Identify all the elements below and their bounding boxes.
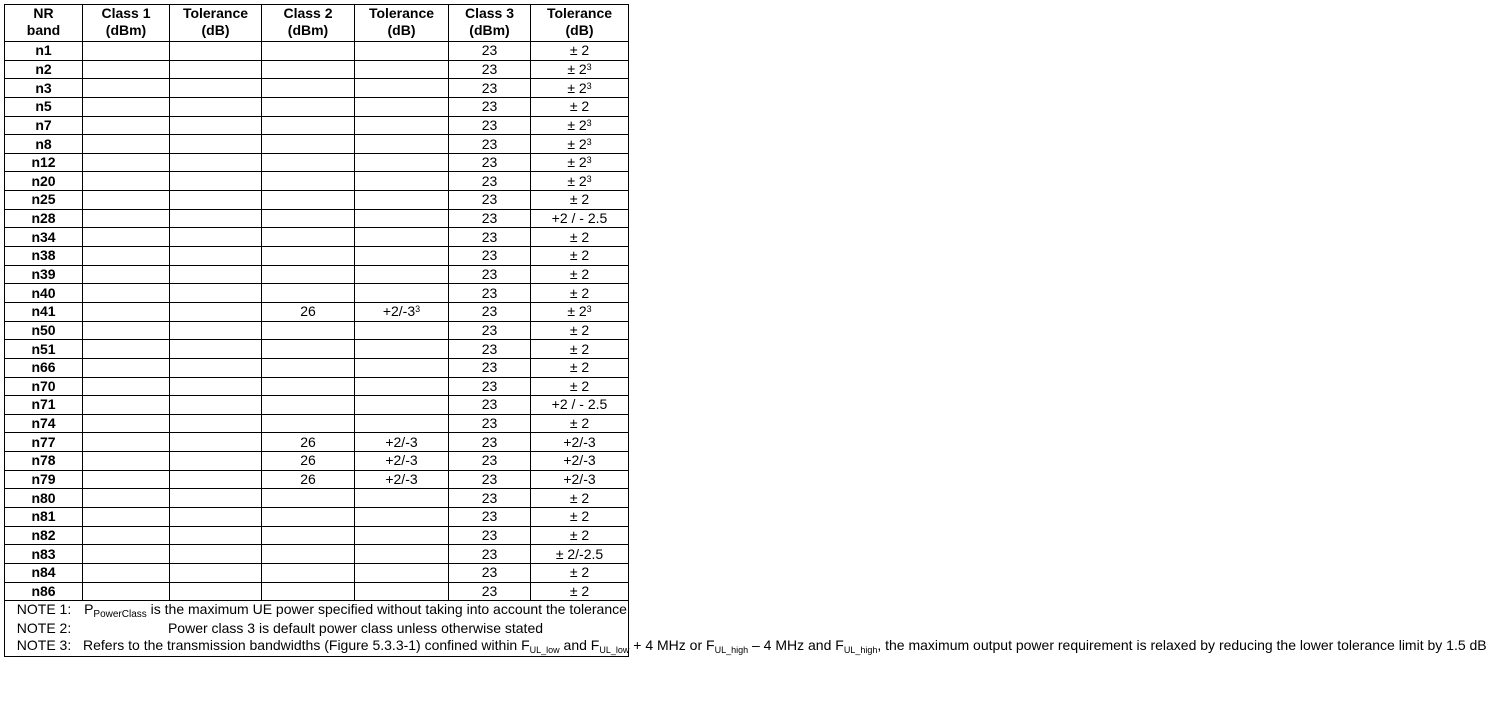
table-row: [5, 433, 629, 452]
cell-tolerance3: ± 2: [531, 42, 629, 61]
cell-tolerance2: [355, 582, 449, 601]
cell-tolerance3: ± 2: [531, 228, 629, 247]
cell-tolerance3: ± $2^3$: [531, 302, 629, 321]
cell-tolerance1: [170, 247, 262, 266]
footnote-ref: 3: [586, 136, 592, 147]
cell-class1: [83, 265, 170, 284]
cell-band: n80: [5, 489, 83, 508]
cell-band: n66: [5, 358, 83, 377]
cell-tolerance3: ± 2: [531, 526, 629, 545]
cell-band: n50: [5, 321, 83, 340]
cell-band: n71: [5, 396, 83, 415]
cell-tolerance1: [170, 414, 262, 433]
cell-class3: 23: [449, 302, 531, 321]
cell-band: n20: [5, 172, 83, 191]
cell-class2: [262, 42, 355, 61]
cell-tolerance2: [355, 79, 449, 98]
cell-tolerance1: [170, 116, 262, 135]
cell-class3: 23: [449, 60, 531, 79]
cell-tolerance3: ± 2: [531, 321, 629, 340]
cell-tolerance1: [170, 153, 262, 172]
cell-class1: [83, 470, 170, 489]
cell-tolerance2: [355, 97, 449, 116]
cell-class1: [83, 172, 170, 191]
cell-tolerance1: [170, 526, 262, 545]
table-row: [5, 377, 629, 396]
cell-band: n70: [5, 377, 83, 396]
cell-tolerance2: [355, 265, 449, 284]
cell-band: n83: [5, 545, 83, 564]
table-row: [5, 489, 629, 508]
cell-tolerance1: [170, 97, 262, 116]
cell-class1: [83, 582, 170, 601]
cell-band: n25: [5, 191, 83, 210]
cell-class3: 23: [449, 508, 531, 527]
table-row: [5, 228, 629, 247]
cell-class3: 23: [449, 545, 531, 564]
cell-tolerance1: [170, 563, 262, 582]
cell-tolerance1: [170, 582, 262, 601]
cell-class2: [262, 153, 355, 172]
cell-class1: [83, 284, 170, 303]
cell-band: n5: [5, 97, 83, 116]
header-tolerance3: Tolerance (dB): [531, 5, 629, 42]
cell-tolerance2: [355, 191, 449, 210]
cell-class3: 23: [449, 247, 531, 266]
cell-band: n74: [5, 414, 83, 433]
cell-tolerance1: [170, 340, 262, 359]
note-2: [5, 620, 628, 637]
table-row: [5, 582, 629, 601]
cell-tolerance2: [355, 526, 449, 545]
table-row: [5, 97, 629, 116]
cell-class1: [83, 42, 170, 61]
cell-tolerance2: [355, 42, 449, 61]
footnote-ref: 3: [586, 80, 592, 91]
cell-class2: [262, 414, 355, 433]
cell-band: n79: [5, 470, 83, 489]
cell-class2: [262, 358, 355, 377]
cell-class3: 23: [449, 79, 531, 98]
cell-class2: [262, 228, 355, 247]
table-row: [5, 135, 629, 154]
table-row: [5, 508, 629, 527]
table-row: [5, 414, 629, 433]
cell-tolerance1: [170, 60, 262, 79]
cell-tolerance1: [170, 545, 262, 564]
cell-tolerance1: [170, 172, 262, 191]
cell-class1: [83, 489, 170, 508]
cell-class2: 26: [262, 302, 355, 321]
note-text: Refers to the transmission bandwidths (Figure 5.3.3-1) confined within $F_{UL\_low}$ and $F_{UL\_low} + 4$ MHz or $F_{UL\_high} - 4$ MHz and $F_{UL\_high}$, the maximum output power requirement is relaxed by reducing the lower tolerance limit by 1.5 dB: [83, 637, 1487, 656]
table-row: [5, 153, 629, 172]
cell-tolerance3: ± 2/-2.5: [531, 545, 629, 564]
note-3: [5, 637, 1487, 656]
cell-tolerance3: ± 2: [531, 191, 629, 210]
cell-tolerance2: [355, 172, 449, 191]
cell-class3: 23: [449, 153, 531, 172]
header-class2: Class 2 (dBm): [262, 5, 355, 42]
cell-tolerance2: [355, 228, 449, 247]
table-row: [5, 172, 629, 191]
footnote-ref: 3: [586, 155, 592, 166]
cell-tolerance2: +2/-3: [355, 470, 449, 489]
footnote-ref: 3: [415, 304, 421, 315]
table-row: [5, 396, 629, 415]
cell-class3: 23: [449, 582, 531, 601]
cell-class3: 23: [449, 191, 531, 210]
header-class1: Class 1 (dBm): [83, 5, 170, 42]
cell-class1: [83, 116, 170, 135]
cell-band: n77: [5, 433, 83, 452]
table-row: [5, 358, 629, 377]
table-row: [5, 79, 629, 98]
footnote-ref: 3: [586, 173, 592, 184]
cell-class2: [262, 284, 355, 303]
cell-tolerance1: [170, 191, 262, 210]
note-text: $P_{PowerClass}$ is the maximum UE power specified without taking into account the tolerance: [84, 601, 627, 621]
cell-class1: [83, 377, 170, 396]
table-row: [5, 526, 629, 545]
note-label: NOTE 1:: [16, 601, 72, 618]
cell-class2: [262, 377, 355, 396]
cell-class1: [83, 340, 170, 359]
cell-class2: [262, 247, 355, 266]
note-text: Power class 3 is default power class unless otherwise stated: [167, 620, 544, 637]
cell-tolerance2: [355, 414, 449, 433]
cell-tolerance2: [355, 209, 449, 228]
cell-class1: [83, 433, 170, 452]
cell-band: n39: [5, 265, 83, 284]
cell-class3: 23: [449, 172, 531, 191]
cell-class1: [83, 302, 170, 321]
cell-tolerance1: [170, 377, 262, 396]
table-row: [5, 321, 629, 340]
note-label: NOTE 2:: [16, 620, 72, 637]
header-row: [5, 5, 629, 42]
cell-class3: 23: [449, 358, 531, 377]
cell-tolerance2: [355, 135, 449, 154]
footnote-ref: 3: [586, 61, 592, 72]
cell-tolerance1: [170, 79, 262, 98]
note-label: NOTE 3:: [16, 637, 72, 654]
cell-band: n41: [5, 302, 83, 321]
cell-class1: [83, 563, 170, 582]
cell-class3: 23: [449, 265, 531, 284]
cell-tolerance1: [170, 228, 262, 247]
cell-tolerance3: ± 2: [531, 284, 629, 303]
cell-tolerance3: ± 2: [531, 265, 629, 284]
cell-class3: 23: [449, 284, 531, 303]
cell-class2: [262, 340, 355, 359]
cell-class3: 23: [449, 321, 531, 340]
cell-class2: [262, 563, 355, 582]
cell-class1: [83, 228, 170, 247]
cell-class1: [83, 97, 170, 116]
cell-class2: 26: [262, 433, 355, 452]
cell-tolerance2: $+2/-3^3$: [355, 302, 449, 321]
cell-class1: [83, 526, 170, 545]
table-row: [5, 191, 629, 210]
cell-class2: [262, 97, 355, 116]
notes-row: [5, 601, 629, 657]
cell-tolerance1: [170, 433, 262, 452]
header-tolerance2: Tolerance (dB): [355, 5, 449, 42]
table-row: [5, 60, 629, 79]
cell-class3: 23: [449, 563, 531, 582]
cell-tolerance3: ± $2^3$: [531, 79, 629, 98]
table-row: [5, 470, 629, 489]
cell-tolerance3: ± $2^3$: [531, 135, 629, 154]
footnote-ref: 3: [586, 117, 592, 128]
cell-tolerance3: ± $2^3$: [531, 172, 629, 191]
cell-band: n28: [5, 209, 83, 228]
cell-tolerance3: ± $2^3$: [531, 60, 629, 79]
cell-tolerance2: [355, 340, 449, 359]
cell-class3: 23: [449, 452, 531, 471]
cell-class1: [83, 452, 170, 471]
cell-tolerance3: ± $2^3$: [531, 116, 629, 135]
table-row: [5, 116, 629, 135]
cell-tolerance2: [355, 60, 449, 79]
cell-class2: [262, 191, 355, 210]
cell-class3: 23: [449, 414, 531, 433]
header-nr-band: NR band: [5, 5, 83, 42]
cell-tolerance2: [355, 396, 449, 415]
cell-class3: 23: [449, 42, 531, 61]
cell-tolerance1: [170, 302, 262, 321]
footnote-ref: 3: [586, 304, 592, 315]
cell-class2: [262, 526, 355, 545]
cell-tolerance1: [170, 209, 262, 228]
cell-band: n81: [5, 508, 83, 527]
table-row: [5, 302, 629, 321]
cell-class1: [83, 508, 170, 527]
cell-class3: 23: [449, 228, 531, 247]
cell-class2: [262, 135, 355, 154]
cell-tolerance1: [170, 452, 262, 471]
cell-tolerance2: +2/-3: [355, 452, 449, 471]
cell-tolerance2: [355, 247, 449, 266]
cell-band: n8: [5, 135, 83, 154]
cell-band: n40: [5, 284, 83, 303]
cell-tolerance3: ± 2: [531, 489, 629, 508]
cell-tolerance3: ± $2^3$: [531, 153, 629, 172]
cell-class1: [83, 209, 170, 228]
cell-tolerance3: ± 2: [531, 97, 629, 116]
cell-class2: [262, 508, 355, 527]
cell-class3: 23: [449, 116, 531, 135]
cell-tolerance3: ± 2: [531, 340, 629, 359]
cell-band: n2: [5, 60, 83, 79]
cell-class1: [83, 60, 170, 79]
table-row: [5, 247, 629, 266]
table-body: [5, 42, 629, 601]
notes-cell: [5, 601, 1487, 657]
cell-tolerance2: [355, 153, 449, 172]
cell-class2: 26: [262, 452, 355, 471]
cell-class3: 23: [449, 489, 531, 508]
table-row: [5, 209, 629, 228]
cell-class2: 26: [262, 470, 355, 489]
cell-band: n34: [5, 228, 83, 247]
power-class-table: [4, 4, 1487, 657]
cell-class3: 23: [449, 377, 531, 396]
cell-tolerance1: [170, 135, 262, 154]
cell-band: n51: [5, 340, 83, 359]
cell-class1: [83, 358, 170, 377]
cell-tolerance3: ± 2: [531, 247, 629, 266]
cell-class3: 23: [449, 470, 531, 489]
cell-tolerance1: [170, 489, 262, 508]
cell-band: n38: [5, 247, 83, 266]
cell-class2: [262, 172, 355, 191]
cell-class2: [262, 545, 355, 564]
cell-class2: [262, 116, 355, 135]
cell-class3: 23: [449, 135, 531, 154]
cell-class1: [83, 247, 170, 266]
cell-tolerance3: +2/-3: [531, 470, 629, 489]
cell-class3: 23: [449, 526, 531, 545]
cell-tolerance3: ± 2: [531, 377, 629, 396]
cell-band: n86: [5, 582, 83, 601]
table-row: [5, 265, 629, 284]
cell-class1: [83, 396, 170, 415]
header-tolerance1: Tolerance (dB): [170, 5, 262, 42]
cell-band: n78: [5, 452, 83, 471]
cell-class3: 23: [449, 433, 531, 452]
cell-tolerance3: +2/-3: [531, 452, 629, 471]
cell-class1: [83, 321, 170, 340]
cell-tolerance2: [355, 563, 449, 582]
table-row: [5, 545, 629, 564]
cell-class1: [83, 135, 170, 154]
cell-tolerance1: [170, 265, 262, 284]
cell-band: n12: [5, 153, 83, 172]
cell-tolerance1: [170, 42, 262, 61]
cell-tolerance1: [170, 358, 262, 377]
cell-tolerance2: [355, 284, 449, 303]
cell-class2: [262, 396, 355, 415]
cell-class2: [262, 60, 355, 79]
cell-class2: [262, 265, 355, 284]
cell-class2: [262, 79, 355, 98]
cell-class2: [262, 582, 355, 601]
cell-tolerance2: [355, 321, 449, 340]
cell-tolerance2: [355, 508, 449, 527]
cell-class1: [83, 545, 170, 564]
cell-tolerance3: ± 2: [531, 358, 629, 377]
cell-band: n84: [5, 563, 83, 582]
cell-class1: [83, 414, 170, 433]
cell-tolerance1: [170, 284, 262, 303]
cell-tolerance2: [355, 377, 449, 396]
header-class3: Class 3 (dBm): [449, 5, 531, 42]
cell-tolerance3: +2 / - 2.5: [531, 209, 629, 228]
cell-tolerance2: [355, 358, 449, 377]
cell-class3: 23: [449, 396, 531, 415]
cell-tolerance2: [355, 116, 449, 135]
cell-band: n82: [5, 526, 83, 545]
cell-class2: [262, 489, 355, 508]
cell-tolerance2: [355, 489, 449, 508]
cell-band: n1: [5, 42, 83, 61]
cell-tolerance3: +2/-3: [531, 433, 629, 452]
table-row: [5, 563, 629, 582]
cell-class3: 23: [449, 97, 531, 116]
cell-class2: [262, 209, 355, 228]
cell-class3: 23: [449, 209, 531, 228]
cell-tolerance2: [355, 545, 449, 564]
cell-tolerance3: ± 2: [531, 582, 629, 601]
table-row: [5, 284, 629, 303]
table-row: [5, 452, 629, 471]
cell-tolerance3: +2 / - 2.5: [531, 396, 629, 415]
cell-tolerance2: +2/-3: [355, 433, 449, 452]
cell-class2: [262, 321, 355, 340]
cell-class1: [83, 153, 170, 172]
note-1: [5, 601, 628, 620]
cell-class3: 23: [449, 340, 531, 359]
cell-tolerance1: [170, 321, 262, 340]
cell-band: n7: [5, 116, 83, 135]
cell-tolerance3: ± 2: [531, 414, 629, 433]
cell-tolerance1: [170, 470, 262, 489]
table-row: [5, 340, 629, 359]
cell-tolerance1: [170, 508, 262, 527]
table-row: [5, 42, 629, 61]
cell-tolerance3: ± 2: [531, 563, 629, 582]
cell-tolerance3: ± 2: [531, 508, 629, 527]
cell-band: n3: [5, 79, 83, 98]
cell-tolerance1: [170, 396, 262, 415]
cell-class1: [83, 191, 170, 210]
cell-class1: [83, 79, 170, 98]
